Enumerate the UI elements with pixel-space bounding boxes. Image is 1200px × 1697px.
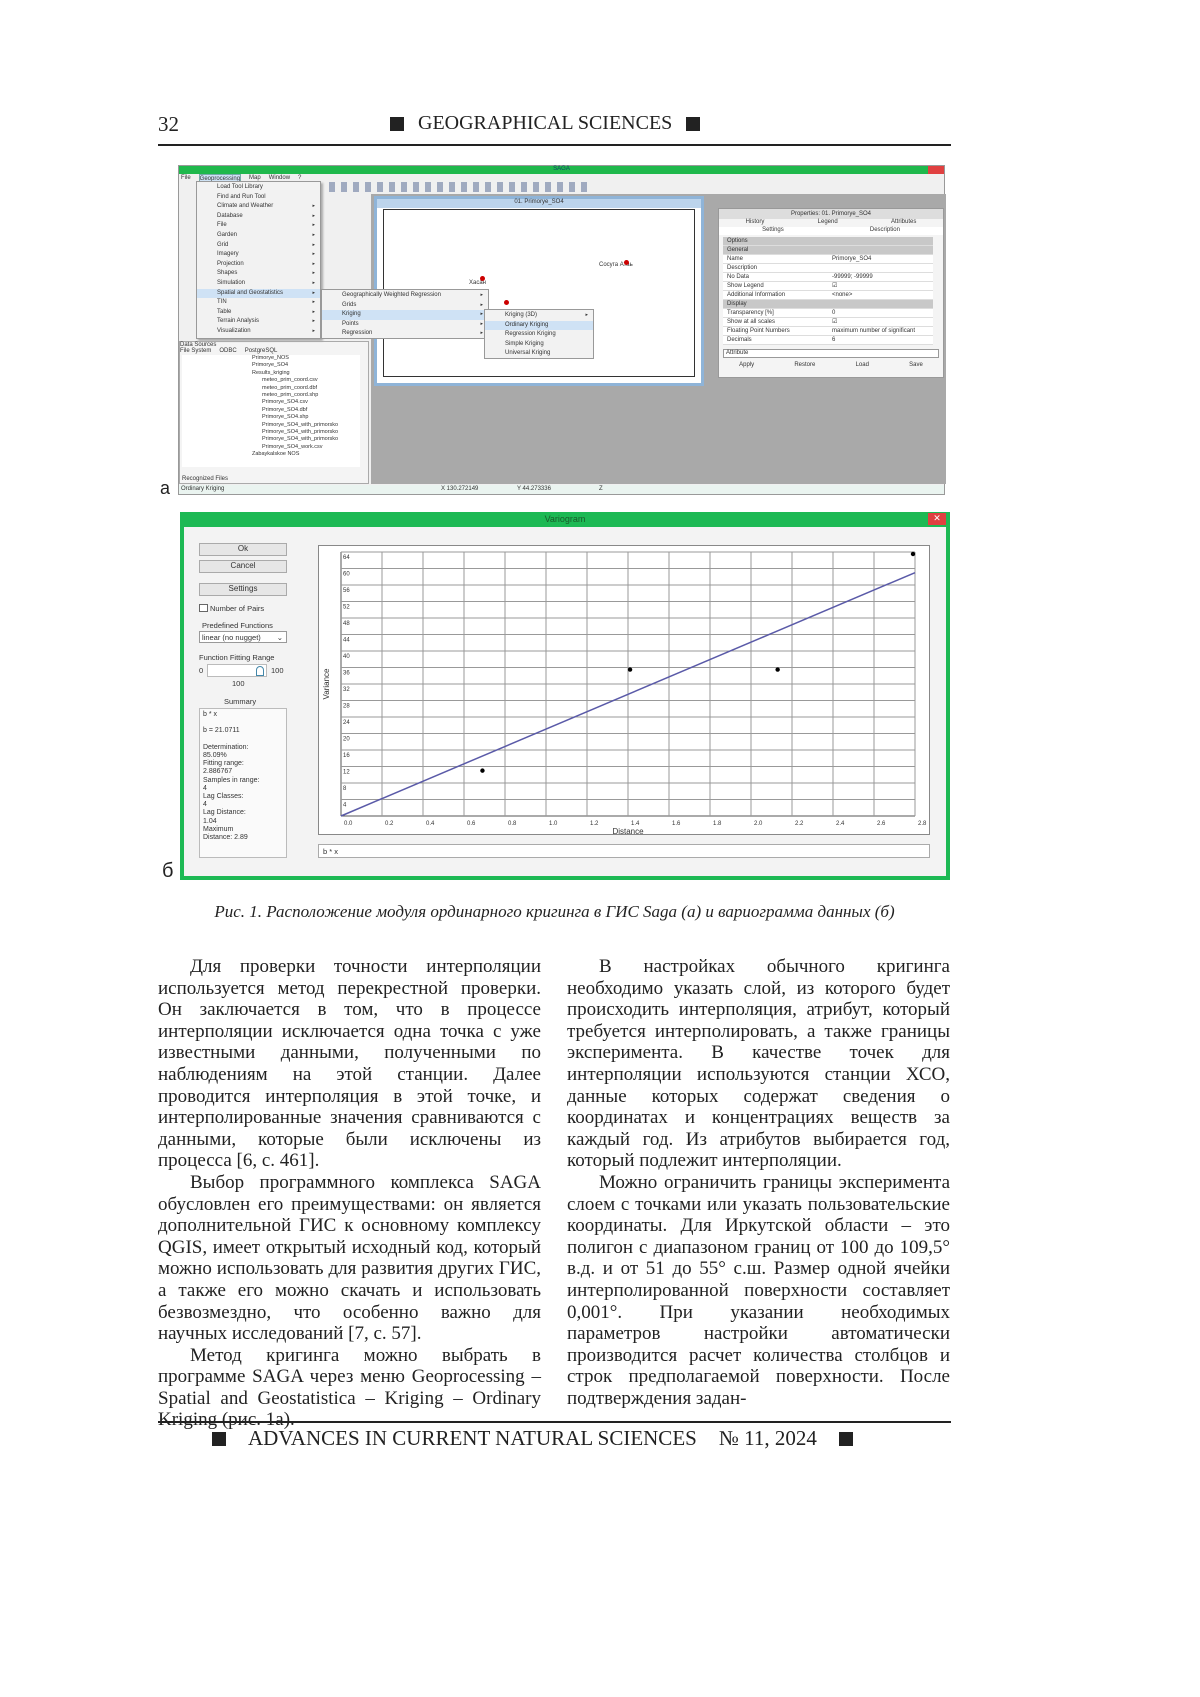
y-axis-label: Variance	[322, 668, 331, 700]
summary-line: Fitting range:	[203, 760, 283, 768]
menu-geoprocessing[interactable]: Geoprocessing	[199, 174, 241, 182]
predefined-select[interactable]	[199, 631, 287, 643]
prop-value[interactable]: 6	[828, 336, 933, 344]
x-tick-label: 0.6	[467, 821, 476, 827]
tree-item[interactable]: Primorye_SO4_with_primorsko	[252, 429, 360, 436]
x-tick-label: 0.4	[426, 821, 435, 827]
menu-item[interactable]: Kriging ▸	[322, 310, 488, 320]
summary-box[interactable]	[199, 708, 287, 858]
summary-line: 4	[203, 785, 283, 793]
prop-key: Transparency [%]	[723, 309, 828, 317]
tab-legend[interactable]: Legend	[818, 219, 838, 227]
group-general: General	[723, 246, 933, 254]
checkbox-label: Number of Pairs	[210, 604, 264, 613]
settings-button[interactable]: Settings	[199, 583, 287, 596]
y-tick-label: 64	[343, 555, 350, 561]
menu-item[interactable]: Projection ▸	[197, 260, 320, 270]
menu-help[interactable]: ?	[298, 174, 301, 182]
menu-item[interactable]: Regression ▸	[322, 329, 488, 339]
footer-rule	[158, 1421, 951, 1423]
right-column	[567, 956, 950, 1409]
tree-item[interactable]: Primorye_SO4_work.csv	[252, 444, 360, 451]
predefined-label: Predefined Functions	[202, 621, 273, 630]
prop-key: Decimals	[723, 336, 828, 344]
load-button[interactable]: Load	[856, 362, 869, 368]
y-tick-label: 16	[343, 753, 350, 759]
tree-item[interactable]: Primorye_NOS	[252, 355, 360, 362]
running-footer	[212, 1426, 853, 1451]
prop-value[interactable]: <none>	[828, 291, 933, 299]
square-bullet-icon	[390, 117, 404, 131]
y-tick-label: 44	[343, 638, 350, 644]
prop-value[interactable]: ☑	[828, 282, 933, 290]
status-z: Z	[599, 485, 603, 494]
number-of-pairs-checkbox[interactable]	[199, 604, 264, 613]
prop-key: Show at all scales	[723, 318, 828, 326]
menu-item[interactable]: File ▸	[197, 221, 320, 231]
tab-postgresql[interactable]: PostgreSQL	[245, 348, 278, 354]
x-axis-label: Distance	[612, 827, 644, 836]
data-sources-tabs	[180, 348, 368, 354]
x-tick-label: 2.6	[877, 821, 886, 827]
menu-item[interactable]: Imagery ▸	[197, 250, 320, 260]
menu-window[interactable]: Window	[269, 174, 290, 182]
saga-title-bar	[179, 166, 944, 174]
y-tick-label: 32	[343, 687, 350, 693]
square-bullet-icon	[839, 1432, 853, 1446]
file-tree	[182, 355, 360, 467]
tab-history[interactable]: History	[746, 219, 765, 227]
saga-window	[178, 165, 945, 495]
ok-button[interactable]: Ok	[199, 543, 287, 556]
status-x: X 130.272149	[441, 485, 478, 494]
menu-item[interactable]: Simulation ▸	[197, 279, 320, 289]
prop-key: No Data	[723, 273, 828, 281]
summary-line: Distance: 2.89	[203, 834, 283, 842]
menu-item[interactable]: Geographically Weighted Regression ▸	[322, 291, 488, 301]
summary-line	[203, 719, 283, 727]
tree-item[interactable]: Primorye_SO4.dbf	[252, 407, 360, 414]
x-tick-label: 2.2	[795, 821, 804, 827]
fitting-label: Function Fitting Range	[199, 653, 274, 662]
figure-a-label: а	[160, 478, 170, 499]
kriging-submenu	[484, 309, 594, 359]
left-column	[158, 956, 541, 1431]
paragraph: Выбор программного комплекса SAGA обусловлен его преимуществами: он является дополнительной ГИС к основному комплексу QGIS, имеет открытый исходный код, который можно использовать для развития других ГИС, а также его можно скачать и использовать безвозмездно, что особенно важно для научных исследований [7, с. 57].	[158, 1172, 541, 1345]
x-tick-label: 1.4	[631, 821, 640, 827]
y-tick-label: 24	[343, 720, 350, 726]
summary-line: Maximum	[203, 826, 283, 834]
status-y: Y 44.273336	[517, 485, 551, 494]
x-tick-label: 0.8	[508, 821, 517, 827]
paragraph: Для проверки точности интерполяции используется метод перекрестной проверки. Он заключается в том, что в процессе интерполяции исключается одна точка с уже известными данными, полученными по наблюдениям на этой станции. Далее проводится интерполяция в этой точке, и интерполированные значения сравниваются с данными, которые были исключены из процесса [6, с. 461].	[158, 956, 541, 1172]
menu-item[interactable]: Simple Kriging	[485, 340, 593, 350]
summary-line: 1.04	[203, 818, 283, 826]
tree-item[interactable]: Primorye_SO4	[252, 362, 360, 369]
menu-item[interactable]: Grid ▸	[197, 241, 320, 251]
formula-input[interactable]: b * x	[318, 844, 930, 858]
tab-odbc[interactable]: ODBC	[219, 348, 236, 354]
properties-buttons	[719, 362, 943, 368]
tab-file-system[interactable]: File System	[180, 348, 211, 354]
group-options: Options	[723, 237, 933, 245]
tree-item[interactable]: meteo_prim_coord.dbf	[252, 385, 360, 392]
footer-journal: ADVANCES IN CURRENT NATURAL SCIENCES	[248, 1426, 697, 1451]
variogram-window	[180, 512, 950, 880]
x-tick-label: 2.0	[754, 821, 763, 827]
data-sources-panel	[179, 341, 369, 484]
prop-value[interactable]: ☑	[828, 318, 933, 326]
data-point	[775, 667, 779, 671]
tree-item[interactable]: Primorye_SO4.csv	[252, 399, 360, 406]
menu-item[interactable]: Points ▸	[322, 320, 488, 330]
y-tick-label: 52	[343, 605, 350, 611]
x-tick-label: 0.0	[344, 821, 353, 827]
x-tick-label: 0.2	[385, 821, 394, 827]
properties-panel	[718, 208, 944, 378]
menu-item[interactable]: Universal Kriging	[485, 349, 593, 359]
predefined-value: linear (no nugget)	[202, 633, 261, 642]
x-tick-label: 1.2	[590, 821, 599, 827]
properties-tabs	[719, 219, 943, 227]
menu-item[interactable]: Terrain Analysis ▸	[197, 317, 320, 327]
map-label: Сосуга Атаь	[599, 262, 633, 268]
station-marker	[480, 276, 485, 281]
paragraph: Метод кригинга можно выбрать в программе SAGA через меню Geoprocessing – Spatial and Geostatistica – Kriging – Ordinary Kriging (рис. 1а).	[158, 1345, 541, 1431]
summary-line: Samples in range:	[203, 777, 283, 785]
y-tick-label: 60	[343, 572, 350, 578]
tab-attributes[interactable]: Attributes	[891, 219, 916, 227]
menu-item[interactable]: Visualization ▸	[197, 327, 320, 337]
prop-value[interactable]: -99999; -99999	[828, 273, 933, 281]
data-sources-title: Data Sources	[180, 342, 368, 348]
summary-line	[203, 736, 283, 744]
x-tick-label: 1.8	[713, 821, 722, 827]
geoprocessing-menu	[196, 181, 321, 339]
variogram-body	[184, 527, 946, 876]
prop-value[interactable]	[828, 264, 933, 272]
tree-item[interactable]: Primorye_SO4_with_primorsko	[252, 436, 360, 443]
fitting-range-slider[interactable]	[207, 664, 267, 677]
menu-item[interactable]: Kriging (3D) ▸	[485, 311, 593, 321]
properties-tabs-row2	[719, 227, 943, 235]
paragraph: Можно ограничить границы эксперимента слоем с точками или указать пользовательские координаты. Для Иркутской области – это полигон с диапазоном границ от 100 до 109,5° в.д. и от 51 до 55° с.ш. Размер одной ячейки интерполированной поверхности составляет 0,001°. При указании необходимых параметров настройки автоматически производится расчет количества столбцов и строк предполагаемой поверхности. После подтверждения задан-	[567, 1172, 950, 1410]
y-tick-label: 48	[343, 621, 350, 627]
menu-item[interactable]: Database ▸	[197, 212, 320, 222]
prop-key: Description	[723, 264, 828, 272]
properties-title: Properties: 01. Primorye_SO4	[719, 209, 943, 219]
station-marker	[504, 300, 509, 305]
fitting-value: 100	[232, 679, 245, 688]
properties-grid	[723, 237, 933, 345]
menu-item[interactable]: Regression Kriging	[485, 330, 593, 340]
summary-line: b = 21.0711	[203, 727, 283, 735]
y-tick-label: 12	[343, 770, 350, 776]
menu-item[interactable]: Table ▸	[197, 308, 320, 318]
summary-line: 2.886767	[203, 768, 283, 776]
running-header	[390, 112, 720, 135]
variogram-title: Variogram	[180, 512, 950, 527]
x-tick-label: 1.0	[549, 821, 558, 827]
fitting-max: 100	[271, 666, 284, 675]
toolbar	[329, 182, 589, 192]
menu-item[interactable]: TIN ▸	[197, 298, 320, 308]
summary-line: b * x	[203, 711, 283, 719]
y-tick-label: 36	[343, 671, 350, 677]
footer-issue: № 11, 2024	[719, 1426, 817, 1451]
station-marker	[624, 260, 629, 265]
tree-item[interactable]: Primorye_SO4_with_primorsko	[252, 422, 360, 429]
tree-item[interactable]: meteo_prim_coord.shp	[252, 392, 360, 399]
spatial-submenu	[321, 289, 489, 339]
x-tick-label: 1.6	[672, 821, 681, 827]
y-tick-label: 20	[343, 737, 350, 743]
prop-key: Name	[723, 255, 828, 263]
y-tick-label: 4	[343, 803, 347, 809]
file-filter[interactable]: Recognized Files	[182, 476, 228, 482]
tab-description[interactable]: Description	[870, 227, 900, 235]
y-tick-label: 8	[343, 786, 347, 792]
status-bar	[179, 485, 944, 494]
saga-title: SAGA	[553, 166, 570, 172]
close-button[interactable]: ✕	[928, 513, 946, 525]
map-label: Хасан	[469, 280, 486, 286]
menu-file[interactable]: File	[181, 174, 191, 182]
apply-button[interactable]: Apply	[739, 362, 754, 368]
data-point	[480, 768, 484, 772]
prop-key: Additional Information	[723, 291, 828, 299]
summary-line: Lag Classes:	[203, 793, 283, 801]
menu-item[interactable]: Climate and Weather ▸	[197, 202, 320, 212]
menu-item[interactable]: Shapes ▸	[197, 269, 320, 279]
summary-line: 4	[203, 801, 283, 809]
x-tick-label: 2.4	[836, 821, 845, 827]
summary-line: Determination:	[203, 744, 283, 752]
y-tick-label: 56	[343, 588, 350, 594]
figure-caption: Рис. 1. Расположение модуля ординарного кригинга в ГИС Saga (а) и вариограмма данных (б)	[158, 902, 951, 922]
menu-map[interactable]: Map	[249, 174, 261, 182]
group-display: Display	[723, 300, 933, 308]
page-number: 32	[158, 112, 179, 137]
prop-value[interactable]: Primorye_SO4	[828, 255, 933, 263]
fitting-min: 0	[199, 666, 203, 675]
tree-item[interactable]: Primorye_SO4.shp	[252, 414, 360, 421]
restore-button[interactable]: Restore	[794, 362, 815, 368]
prop-value[interactable]: maximum number of significant	[828, 327, 933, 335]
save-button[interactable]: Save	[909, 362, 923, 368]
menu-item[interactable]: Ordinary Kriging	[485, 321, 593, 331]
tab-settings[interactable]: Settings	[762, 227, 784, 235]
prop-value[interactable]: 0	[828, 309, 933, 317]
y-tick-label: 28	[343, 704, 350, 710]
journal-section: GEOGRAPHICAL SCIENCES	[418, 112, 672, 135]
status-tool: Ordinary Kriging	[181, 485, 224, 494]
attribute-field[interactable]: Attribute	[723, 349, 939, 358]
summary-label: Summary	[224, 697, 256, 706]
square-bullet-icon	[212, 1432, 226, 1446]
map-window-title: 01. Primorye_SO4	[377, 199, 701, 208]
variogram-chart-area	[318, 545, 930, 835]
figure-b-label: б	[162, 860, 173, 883]
cancel-button[interactable]: Cancel	[199, 560, 287, 573]
close-button[interactable]	[928, 166, 944, 174]
prop-key: Floating Point Numbers	[723, 327, 828, 335]
summary-line: 85.09%	[203, 752, 283, 760]
header-rule	[158, 144, 951, 146]
slider-thumb[interactable]	[256, 666, 264, 676]
data-point	[911, 552, 915, 556]
menu-item[interactable]: Load Tool Library	[197, 183, 320, 193]
x-tick-label: 2.8	[918, 821, 927, 827]
square-bullet-icon	[686, 117, 700, 131]
tree-item[interactable]: meteo_prim_coord.csv	[252, 377, 360, 384]
checkbox-icon[interactable]	[199, 604, 208, 612]
menu-item[interactable]: Garden ▸	[197, 231, 320, 241]
y-tick-label: 40	[343, 654, 350, 660]
paragraph: В настройках обычного кригинга необходимо указать слой, из которого будет происходить интерполяция, атрибут, который требуется интерполировать, а также границы эксперимента. В качестве точек для интерполяции используются станции ХСО, данные которых содержат сведения о координатах и концентрациях веществ за каждый год. Из атрибутов выбирается год, который подлежит интерполяции.	[567, 956, 950, 1172]
data-point	[628, 667, 632, 671]
tree-item[interactable]: Zabaykalskoe NOS	[252, 451, 360, 458]
chevron-down-icon: ⌄	[277, 632, 283, 643]
menu-item[interactable]: Grids ▸	[322, 301, 488, 311]
prop-key: Show Legend	[723, 282, 828, 290]
tree-item[interactable]: Results_kriging	[252, 370, 360, 377]
menu-item[interactable]: Spatial and Geostatistics ▸	[197, 289, 320, 299]
menu-item[interactable]: Find and Run Tool	[197, 193, 320, 203]
variogram-chart	[319, 546, 931, 836]
summary-line: Lag Distance:	[203, 809, 283, 817]
